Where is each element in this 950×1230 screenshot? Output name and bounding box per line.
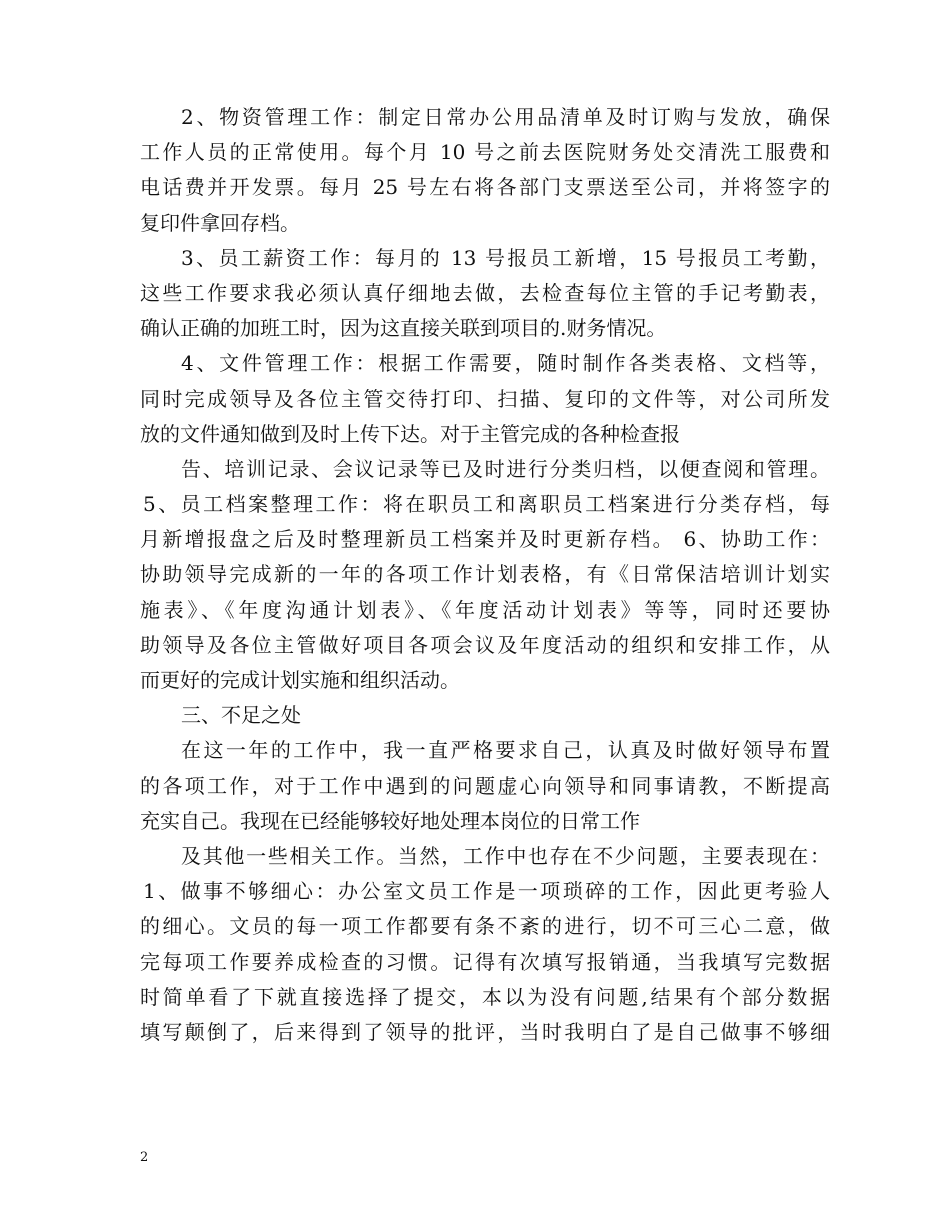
text-line: 填写颠倒了，后来得到了领导的批评，当时我明白了是自己做事不够细 [140, 1019, 830, 1044]
text-line: 时简单看了下就直接选择了提交，本以为没有问题,结果有个部分数据 [140, 984, 830, 1009]
text-line: 月新增报盘之后及时整理新员工档案并及时更新存档。 6、协助工作： [140, 527, 830, 552]
text-line: 的细心。文员的每一项工作都要有条不紊的进行，切不可三心二意，做 [140, 914, 830, 939]
text-line: 完每项工作要养成检查的习惯。记得有次填写报销通，当我填写完数据 [140, 949, 830, 974]
text-line: 同时完成领导及各位主管交待打印、扫描、复印的文件等，对公司所发 [140, 386, 830, 411]
text-line: 3、员工薪资工作：每月的 13 号报员工新增，15 号报员工考勤， [181, 245, 830, 270]
text-line: 这些工作要求我必须认真仔细地去做，去检查每位主管的手记考勤表， [140, 280, 830, 305]
text-line: 复印件拿回存档。 [140, 210, 300, 235]
text-line: 而更好的完成计划实施和组织活动。 [140, 668, 460, 692]
text-line: 确认正确的加班工时，因为这直接关联到项目的.财务情况。 [140, 316, 667, 341]
text-line: 的各项工作，对于工作中遇到的问题虚心向领导和同事请教，不断提高 [140, 773, 830, 798]
text-line: 工作人员的正常使用。每个月 10 号之前去医院财务处交清洗工服费和 [140, 140, 830, 165]
text-line: 1、做事不够细心：办公室文员工作是一项琐碎的工作，因此更考验人 [143, 879, 830, 904]
text-line: 施表》、《年度沟通计划表》、《年度活动计划表》等等，同时还要协 [140, 597, 830, 622]
text-line: 2、物资管理工作：制定日常办公用品清单及时订购与发放，确保 [181, 105, 830, 129]
text-line: 及其他一些相关工作。当然，工作中也存在不少问题，主要表现在： [181, 843, 830, 868]
text-line: 5、员工档案整理工作：将在职员工和离职员工档案进行分类存档，每 [143, 492, 830, 517]
text-line: 电话费并开发票。每月 25 号左右将各部门支票送至公司，并将签字的 [140, 175, 830, 200]
text-line: 助领导及各位主管做好项目各项会议及年度活动的组织和安排工作，从 [140, 632, 830, 657]
text-line: 4、文件管理工作：根据工作需要，随时制作各类表格、文档等， [181, 351, 830, 376]
page-number: 2 [140, 1150, 149, 1165]
body-text [140, 100, 830, 1050]
section-heading: 三、不足之处 [181, 703, 301, 728]
text-line: 充实自己。我现在已经能够较好地处理本岗位的日常工作 [140, 808, 640, 833]
text-line: 告、培训记录、会议记录等已及时进行分类归档，以便查阅和管理。 [181, 456, 830, 481]
text-line: 放的文件通知做到及时上传下达。对于主管完成的各种检查报 [140, 421, 680, 446]
text-line: 协助领导完成新的一年的各项工作计划表格，有《日常保洁培训计划实 [140, 562, 830, 587]
text-line: 在这一年的工作中，我一直严格要求自己，认真及时做好领导布置 [181, 738, 830, 763]
